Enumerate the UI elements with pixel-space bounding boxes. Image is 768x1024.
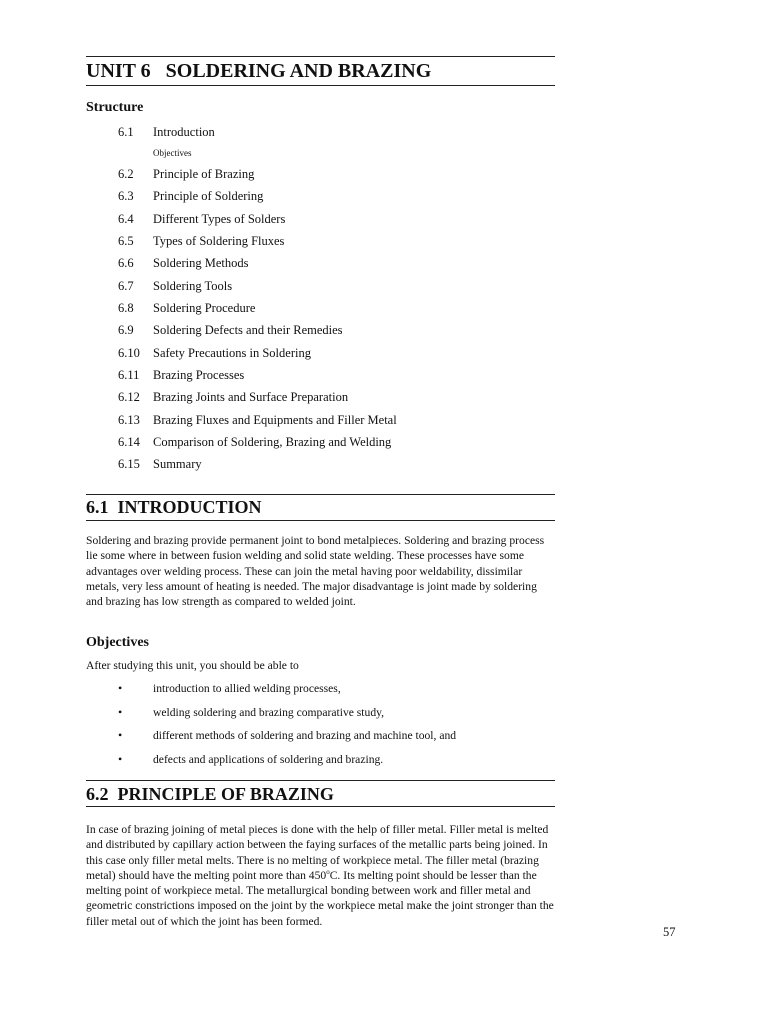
toc-number: 6.14 bbox=[118, 435, 140, 449]
objective-item bbox=[118, 681, 341, 696]
toc-label: Safety Precautions in Soldering bbox=[153, 346, 311, 360]
toc-number: 6.9 bbox=[118, 323, 134, 337]
objective-item bbox=[118, 752, 383, 767]
toc-sub-item: Objectives bbox=[153, 148, 192, 158]
toc-number: 6.1 bbox=[118, 125, 134, 139]
toc-item bbox=[118, 211, 285, 227]
brazing-paragraph bbox=[86, 822, 556, 929]
toc-label: Principle of Soldering bbox=[153, 189, 264, 203]
section-heading-introduction: 6.1 INTRODUCTION bbox=[86, 497, 262, 517]
objective-item bbox=[118, 728, 456, 743]
section-rule-top bbox=[86, 780, 555, 781]
toc-item bbox=[118, 255, 248, 271]
toc-label: Summary bbox=[153, 457, 202, 471]
toc-item bbox=[118, 367, 244, 383]
title-rule-bottom bbox=[86, 85, 555, 86]
toc-item bbox=[118, 434, 391, 450]
toc-number: 6.15 bbox=[118, 457, 140, 471]
toc-item bbox=[118, 412, 397, 428]
toc-number: 6.10 bbox=[118, 346, 140, 360]
section-rule-top bbox=[86, 494, 555, 495]
toc-label: Comparison of Soldering, Brazing and Welding bbox=[153, 435, 392, 449]
toc-label: Soldering Defects and their Remedies bbox=[153, 323, 343, 337]
structure-heading: Structure bbox=[86, 100, 144, 115]
toc-number: 6.13 bbox=[118, 413, 140, 427]
toc-item bbox=[118, 278, 232, 294]
title-rule-top bbox=[86, 56, 555, 57]
toc-number: 6.5 bbox=[118, 234, 134, 248]
brazing-text-part2: C. Its melting point should be lesser than the melting point of workpiece metal. The metallurgical bonding between work and filler metal and geometric constrictions imposed on the joint by the workpiece metal make the joint stronger than the filler metal out of which the joint has been formed. bbox=[86, 868, 554, 928]
objectives-heading: Objectives bbox=[86, 635, 149, 650]
toc-label: Principle of Brazing bbox=[153, 167, 255, 181]
toc-label: Soldering Tools bbox=[153, 279, 233, 293]
objective-text: defects and applications of soldering and brazing. bbox=[153, 753, 384, 766]
bullet-marker: • bbox=[118, 752, 123, 766]
introduction-paragraph: Soldering and brazing provide permanent joint to bond metalpieces. Soldering and brazing process lie some where in between fusion welding and solid state welding. These processes have some advantages over welding process. These can join the metal having poor weldability, dissimilar metals, very less amount of heating is needed. The major disadvantage is joint made by soldering and brazing has low strength as compared to welded joint. bbox=[86, 534, 545, 609]
toc-label: Brazing Fluxes and Equipments and Filler Metal bbox=[153, 413, 397, 427]
toc-number: 6.3 bbox=[118, 189, 134, 203]
objectives-lead: After studying this unit, you should be able to bbox=[86, 659, 299, 672]
toc-label: Brazing Processes bbox=[153, 368, 245, 382]
toc-item bbox=[118, 124, 215, 140]
toc-label: Different Types of Solders bbox=[153, 212, 286, 226]
toc-number: 6.6 bbox=[118, 256, 134, 270]
unit-title: UNIT 6 SOLDERING AND BRAZING bbox=[86, 60, 432, 82]
objective-text: welding soldering and brazing comparative study, bbox=[153, 706, 385, 719]
toc-item bbox=[118, 300, 255, 316]
toc-label: Brazing Joints and Surface Preparation bbox=[153, 390, 349, 404]
toc-label: Soldering Methods bbox=[153, 256, 249, 270]
toc-number: 6.11 bbox=[118, 368, 140, 382]
toc-label: Soldering Procedure bbox=[153, 301, 256, 315]
bullet-marker: • bbox=[118, 705, 123, 719]
toc-number: 6.8 bbox=[118, 301, 134, 315]
objective-text: different methods of soldering and brazing and machine tool, and bbox=[153, 729, 457, 742]
toc-number: 6.12 bbox=[118, 390, 140, 404]
toc-item bbox=[118, 456, 202, 472]
toc-item bbox=[118, 233, 284, 249]
section-rule-bottom bbox=[86, 520, 555, 521]
bullet-marker: • bbox=[118, 728, 123, 742]
toc-number: 6.2 bbox=[118, 167, 134, 181]
degree-superscript: o bbox=[326, 868, 330, 877]
brazing-text-part1: In case of brazing joining of metal pieces is done with the help of filler metal. Filler metal is melted and distributed by capillary action between the faying surfaces of the metallic parts being joined. In this case only filler metal melts. There is no melting of workpiece metal. The filler metal (brazing metal) should have the melting point more than 450 bbox=[86, 823, 549, 882]
section-rule-bottom bbox=[86, 806, 555, 807]
toc-item bbox=[118, 188, 263, 204]
objective-item bbox=[118, 705, 384, 720]
toc-number: 6.4 bbox=[118, 212, 134, 226]
toc-item bbox=[118, 389, 348, 405]
toc-label: Types of Soldering Fluxes bbox=[153, 234, 285, 248]
toc-item bbox=[118, 345, 311, 361]
toc-item bbox=[118, 322, 343, 338]
objective-text: introduction to allied welding processes, bbox=[153, 682, 341, 695]
toc-item bbox=[118, 166, 254, 182]
bullet-marker: • bbox=[118, 681, 123, 695]
page-number: 57 bbox=[663, 925, 676, 939]
section-heading-principle-of-brazing: 6.2 PRINCIPLE OF BRAZING bbox=[86, 784, 334, 804]
toc-number: 6.7 bbox=[118, 279, 134, 293]
toc-label: Introduction bbox=[153, 125, 215, 139]
